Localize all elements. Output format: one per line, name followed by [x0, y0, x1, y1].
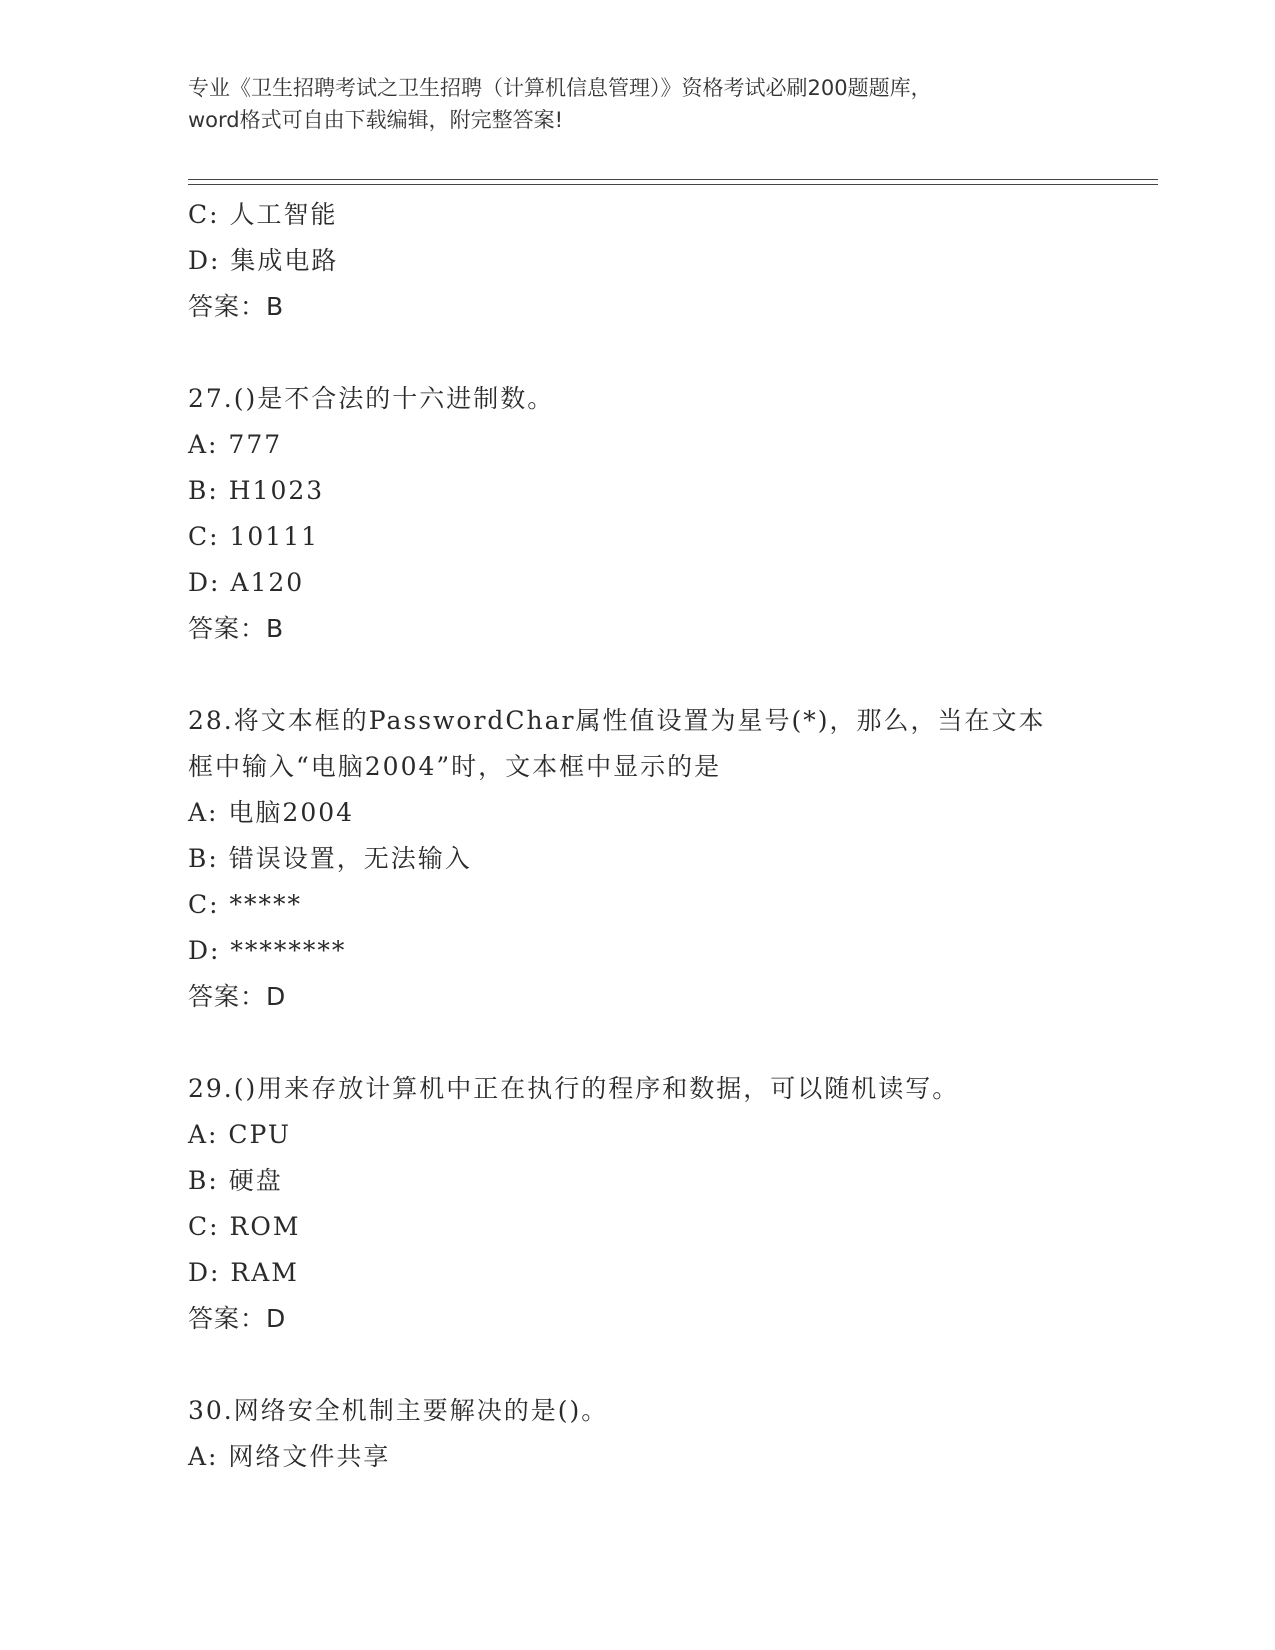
option-d: D: ********: [188, 936, 347, 965]
header-divider-bottom: [188, 184, 1158, 185]
question-text-continued: 框中输入“电脑2004”时，文本框中显示的是: [188, 752, 722, 781]
option-d: D: RAM: [188, 1258, 299, 1287]
option-c: C: *****: [188, 890, 302, 919]
question-list: [188, 192, 1088, 1480]
question-27: [188, 376, 1088, 652]
spacer: [188, 1342, 1088, 1388]
option-a: A: 电脑2004: [188, 798, 355, 827]
answer-label: 答案：B: [188, 292, 285, 321]
question-text: 27.()是不合法的十六进制数。: [188, 384, 555, 413]
question-text: 30.网络安全机制主要解决的是()。: [188, 1396, 609, 1425]
spacer: [188, 652, 1088, 698]
option-b: B: H1023: [188, 476, 325, 505]
header-divider-top: [188, 179, 1158, 180]
option-a: A: CPU: [188, 1120, 292, 1149]
answer-label: 答案：B: [188, 614, 285, 643]
answer-label: 答案：D: [188, 982, 287, 1011]
option-d: D: 集成电路: [188, 246, 339, 275]
question-26-continued: [188, 192, 1088, 330]
question-28: [188, 698, 1088, 1020]
option-a: A: 777: [188, 430, 283, 459]
question-29: [188, 1066, 1088, 1342]
option-c: C: 10111: [188, 522, 320, 551]
spacer: [188, 330, 1088, 376]
option-a: A: 网络文件共享: [188, 1442, 391, 1471]
answer-label: 答案：D: [188, 1304, 287, 1333]
option-d: D: A120: [188, 568, 305, 597]
spacer: [188, 1020, 1088, 1066]
question-30: [188, 1388, 1088, 1480]
document-header: [188, 72, 1088, 136]
option-c: C: 人工智能: [188, 200, 338, 229]
option-b: B: 硬盘: [188, 1166, 283, 1195]
header-title-line-2: word格式可自由下载编辑，附完整答案!: [188, 108, 564, 132]
question-text: 29.()用来存放计算机中正在执行的程序和数据，可以随机读写。: [188, 1074, 960, 1103]
question-text: 28.将文本框的PasswordChar属性值设置为星号(*)，那么，当在文本: [188, 706, 1046, 735]
header-title-line-1: 专业《卫生招聘考试之卫生招聘（计算机信息管理）》资格考试必刷200题题库，: [188, 76, 932, 100]
option-b: B: 错误设置，无法输入: [188, 844, 472, 873]
option-c: C: ROM: [188, 1212, 301, 1241]
